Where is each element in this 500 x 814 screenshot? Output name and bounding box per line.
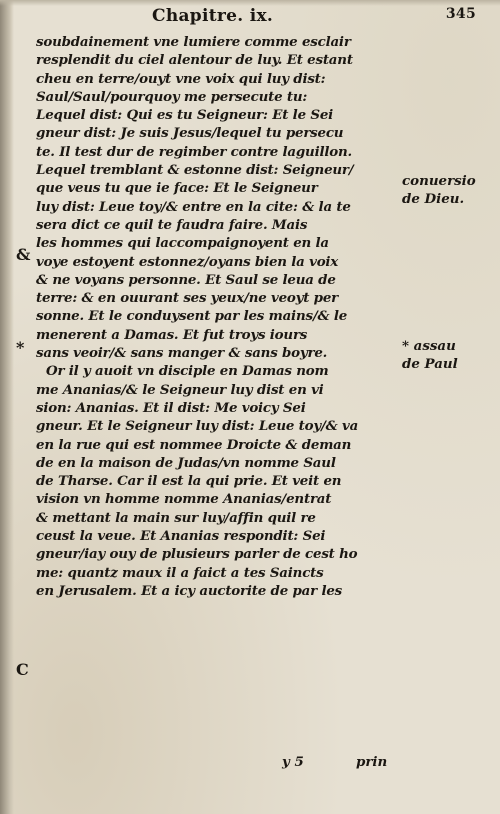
text-line: en la rue qui est nommee Droicte & deman [36, 436, 352, 453]
asterisk-mark: * [16, 338, 25, 357]
page-footer [250, 754, 430, 774]
margin-note-conversion: conuersio [402, 173, 476, 189]
text-line: te. Il test dur de regimber contre laguillon. [36, 143, 352, 160]
text-line: Saul/Saul/pourquoy me persecute tu: [36, 88, 308, 105]
text-line: Lequel tremblant & estonne dist: Seigneur/ [36, 162, 354, 179]
text-line: sion: Ananias. Et il dist: Me voicy Sei [36, 399, 306, 416]
text-line: de Tharse. Car il est la qui prie. Et veit en [36, 473, 342, 490]
text-line: les hommes qui laccompaignoyent en la [36, 235, 329, 252]
text-line: ceust la veue. Et Ananias respondit: Sei [36, 528, 326, 545]
text-line: & ne voyans personne. Et Saul se leua de [36, 271, 336, 288]
text-line: gneur. Et le Seigneur luy dist: Leue toy/& va [36, 418, 359, 435]
text-line: me Ananias/& le Seigneur luy dist en vi [36, 381, 324, 398]
text-line: cheu en terre/ouyt vne voix qui luy dist: [36, 70, 326, 87]
main-text-block [36, 33, 406, 600]
text-line: gneur/iay ouy de plusieurs parler de cest ho [36, 546, 358, 563]
text-line: que veus tu que ie face: Et le Seigneur [36, 180, 318, 197]
folio-number: 345 [445, 6, 476, 22]
text-line-paragraph-start: Or il y auoit vn disciple en Damas nom [46, 363, 329, 380]
paragraph-mark: C [16, 660, 29, 679]
text-line: terre: & en ouurant ses yeux/ne veoyt per [36, 290, 339, 307]
margin-note-de-dieu: de Dieu. [402, 191, 465, 207]
text-line: gneur dist: Je suis Jesus/lequel tu persecu [36, 125, 344, 142]
catchword: prin [356, 754, 388, 770]
text-line: sera dict ce quil te faudra faire. Mais [36, 216, 308, 233]
text-line: menerent a Damas. Et fut troys iours [36, 326, 308, 343]
text-line: de en la maison de Judas/vn nomme Saul [36, 454, 336, 471]
text-line: me: quantz maux il a faict a tes Saincts [36, 564, 324, 581]
signature-mark: y 5 [282, 754, 304, 770]
text-line: luy dist: Leue toy/& entre en la cite: & la te [36, 198, 351, 215]
page-gutter-shadow [0, 0, 14, 814]
ampersand-mark: & [16, 245, 31, 264]
text-line: sonne. Et le conduysent par les mains/& le [36, 308, 348, 325]
margin-note-de-paul: de Paul [402, 356, 458, 372]
text-line: resplendit du ciel alentour de luy. Et estant [36, 52, 353, 69]
text-line: soubdainement vne lumiere comme esclair [36, 34, 351, 50]
running-head [36, 6, 476, 30]
text-line: voye estoyent estonnez/oyans bien la voix [36, 253, 339, 270]
text-line: sans veoir/& sans manger & sans boyre. [36, 345, 328, 362]
running-title: Chapitre. ix. [152, 6, 274, 26]
text-line: Lequel dist: Qui es tu Seigneur: Et le Sei [36, 107, 334, 124]
text-line: en Jerusalem. Et a icy auctorite de par les [36, 582, 342, 599]
margin-note-assault: * assau [402, 338, 456, 354]
text-line: vision vn homme nomme Ananias/entrat [36, 491, 332, 508]
text-line: & mettant la main sur luy/affin quil re [36, 509, 316, 526]
